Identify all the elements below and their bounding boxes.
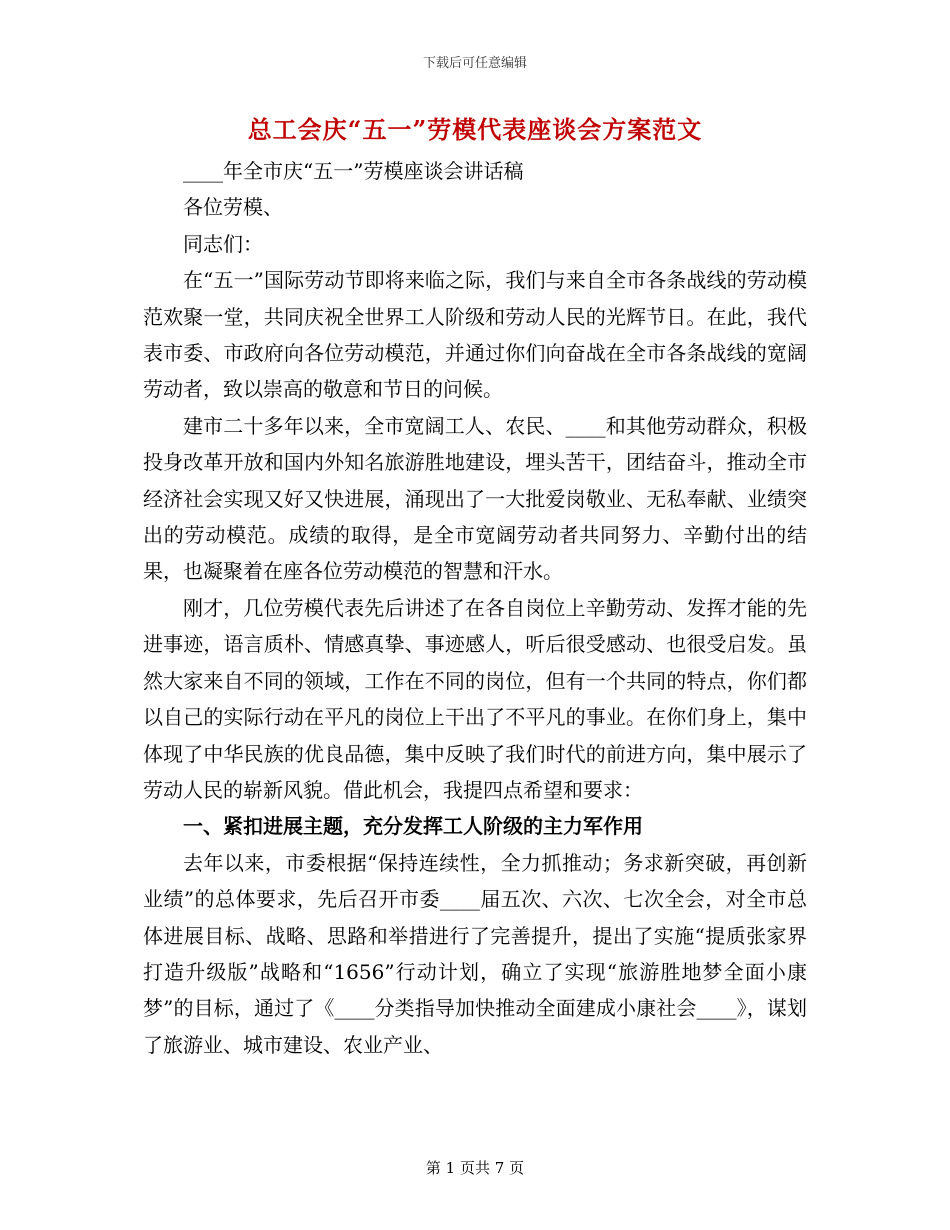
document-title: 总工会庆“五一”劳模代表座谈会方案范文 [247, 115, 703, 144]
paragraph-salutation-models: 各位劳模、 [183, 195, 283, 220]
section-heading-1: 一、紧扣进展主题，充分发挥工人阶级的主力军作用 [183, 814, 643, 839]
header-note: 下载后可任意编辑 [422, 56, 527, 71]
paragraph-development: 去年以来，市委根据“保持连续性，全力抓推动；务求新突破，再创新业绩”的总体要求，先后召开市委____届五次、六次、七次全会，对全市总体进展目标、战略、思路和举措进行了完善提升，提出了实施“提质张家界打造升级版”战略和“1656”行动计划，确立了实现“旅游胜地梦全面小康梦”的目标，通过了《____分类指导加快推动全面建成小康社会____》，谋划了旅游业、城市建设、农业产业、 [143, 850, 807, 1057]
page-footer: 第 1 页共 7 页 [425, 1159, 525, 1177]
paragraph-greeting: 在“五一”国际劳动节即将来临之际，我们与来自全市各条战线的劳动模范欢聚一堂，共同庆祝全世界工人阶级和劳动人民的光辉节日。在此，我代表市委、市政府向各位劳动模范，并通过你们向奋战在全市各条战线的宽阔劳动者，致以崇高的敬意和节日的问候。 [143, 268, 807, 402]
document-body [143, 153, 807, 1063]
paragraph-salutation-comrades: 同志们： [183, 231, 263, 256]
paragraph-model-stories: 刚才，几位劳模代表先后讲述了在各自岗位上辛勤劳动、发挥才能的先进事迹，语言质朴、情感真挚、事迹感人，听后很受感动、也很受启发。虽然大家来自不同的领域，工作在不同的岗位，但有一个共同的特点，你们都以自己的实际行动在平凡的岗位上干出了不平凡的事业。在你们身上，集中体现了中华民族的优良品德，集中反映了我们时代的前进方向，集中展示了劳动人民的崭新风貌。借此机会，我提四点希望和要求： [143, 595, 807, 802]
paragraph-achievements: 建市二十多年以来，全市宽阔工人、农民、____和其他劳动群众，积极投身改革开放和国内外知名旅游胜地建设，埋头苦干，团结奋斗，推动全市经济社会实现又好又快进展，涌现出了一大批爱岗敬业、无私奉献、业绩突出的劳动模范。成绩的取得，是全市宽阔劳动者共同努力、辛勤付出的结果，也凝聚着在座各位劳动模范的智慧和汗水。 [143, 413, 807, 584]
paragraph-speech-title: ____年全市庆“五一”劳模座谈会讲话稿 [183, 159, 524, 183]
